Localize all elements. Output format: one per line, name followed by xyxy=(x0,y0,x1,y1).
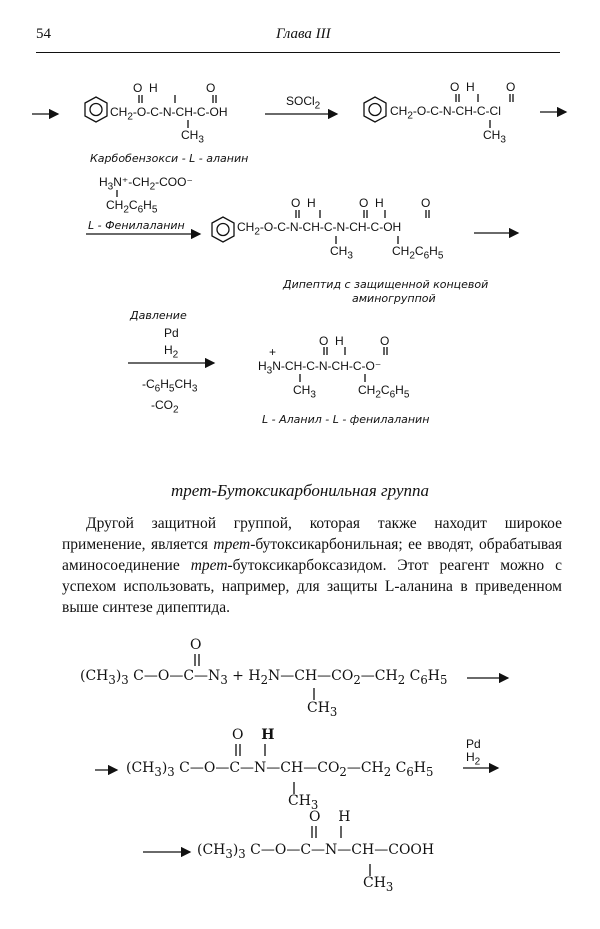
caption-cbz-alanine: Карбобензокси - L - аланин xyxy=(90,152,249,165)
caption-dipeptide-line1: Дипептид с защищенной концевой xyxy=(283,278,489,291)
caption-product: L - Аланил - L - фенилаланин xyxy=(262,413,430,426)
minus-co2: $-CO_2$ xyxy=(151,398,179,416)
pressure-label: Давление xyxy=(130,309,187,322)
chapter-title: Глава III xyxy=(276,26,331,42)
reagent-h2-2: $H_2$ xyxy=(466,750,481,768)
catalyst-pd: Pd xyxy=(164,326,179,340)
body-paragraph: Другой защитной группой, которая также находит широкое применение, является трет-бутоксикарбонильная; ее вводят, обрабатывая аминосоединение трет-бутоксикарбоксазидом. Этот реагент можно с успехом использовать, например, для защиты L-аланина в приведенном выше синтезе дипептида. xyxy=(62,515,563,616)
caption-phenylalanine: L - Фенилаланин xyxy=(88,219,185,232)
reagent-socl2: SOCl$_2$ xyxy=(286,94,321,112)
page-number: 54 xyxy=(36,26,51,42)
catalyst-pd-2: Pd xyxy=(466,737,481,751)
section-title: трет-Бутоксикарбонильная группа xyxy=(170,481,429,500)
minus-toluene: $-C_6H_5CH_3$ xyxy=(142,377,198,395)
reagent-h2: $H_2$ xyxy=(164,343,179,361)
caption-dipeptide-line2: аминогруппой xyxy=(352,292,436,305)
